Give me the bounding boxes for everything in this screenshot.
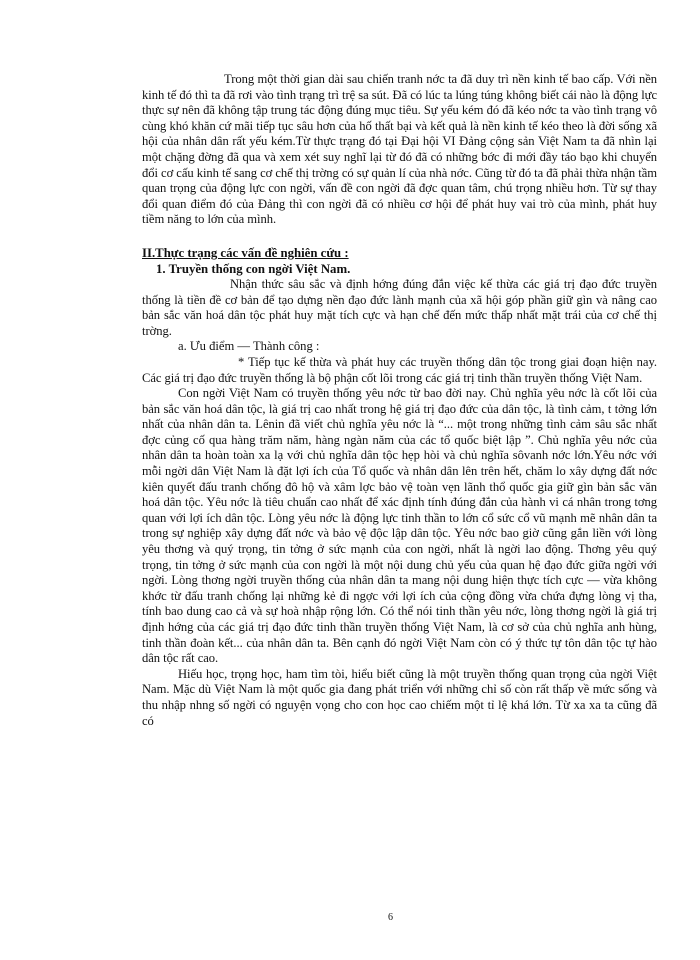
- document-page: [142, 72, 657, 729]
- page-number: 6: [388, 912, 393, 923]
- list-item-a: a. Ưu điểm — Thành công :: [178, 339, 320, 354]
- paragraph-tiep-tuc: * Tiếp tục kế thừa và phát huy các truyền thống dân tộc trong giai đoạn hiện nay. Các giá trị đạo đức truyền thống là bộ phận cốt lõi trong các giá trị tinh thần truyền thống Việt Nam.: [142, 354, 657, 385]
- paragraph-hieu-hoc: Hiếu học, trọng học, ham tìm tòi, hiểu biết cũng là một truyền thống quan trọng của ngời Việt Nam. Mặc dù Việt Nam là một quốc gia đang phát triển với những chỉ số còn rất thấp về mức sống và thu nhập nhng số ngời có nguyện vọng cho con học cao chiếm một tỉ lệ khá lớn. Từ xa xa ta cũng đã có: [142, 666, 657, 728]
- subsection-heading: 1. Truyền thống con ngời Việt Nam.: [156, 261, 351, 276]
- paragraph-nhan-thuc: Nhận thức sâu sắc và định hớng đúng đắn việc kế thừa các giá trị đạo đức truyền thống là tiền đề cơ bản để tạo dựng nền đạo đức lành mạnh của xã hội góp phần giữ gìn và nâng cao bản sắc văn hoá dân tộc phát huy mặt tích cực và hạn chế đến mức thấp nhất mặt trái của cơ chế thị trờng.: [142, 276, 657, 338]
- paragraph-yeu-nuoc: Con ngời Việt Nam có truyền thống yêu nớc từ bao đời nay. Chủ nghĩa yêu nớc là cốt lõi của bản sắc văn hoá dân tộc, là giá trị cao nhất trong hệ giá trị đạo đức của dân tộc, là tình cảm, t tởng lớn nhất của nhân dân ta. Lênin đã viết chủ nghĩa yêu nớc là “... một trong những tình cảm sâu sắc nhất đợc củng cố qua hàng trăm năm, hàng ngàn năm của các tổ quốc biệt lập ”. Chủ nghĩa yêu nớc của nhân dân ta hoàn toàn xa lạ với chủ nghĩa dân tộc hẹp hòi và chủ nghĩa sôvanh nớc lớn.Yêu nớc với mỗi ngời dân Việt Nam là đặt lợi ích của Tổ quốc và nhân dân lên trên hết, chăm lo xây dựng đất nớc kiên quyết đấu tranh chống đô hộ và xâm lợc bảo vệ toàn vẹn lãnh thổ quốc gia giữ gìn bản sắc văn hoá dân tộc. Yêu nớc là tiêu chuẩn cao nhất để xác định tính đúng đắn của hành vi cá nhân trong tơng quan với lợi ích dân tộc. Lòng yêu nớc là động lực tinh thần to lớn cổ sức cổ vũ mạnh mẽ nhân dân ta trong sự nghiệp xây dựng đất nớc và bảo vệ độc lập dân tộc. Yêu nớc bao giờ cũng gắn liền với lòng yêu thơng và quý trọng, tin tởng ở sức mạnh của con ngời, nhất là ngời lao động. Thơng yêu quý trọng, tin tởng ở sức mạnh của con ngời là một nội dung chủ yếu của quan hệ đạo đức giữa ngời với ngời. Lòng thơng ngời truyền thống của nhân dân ta mang nội dung hiện thực tích cực — vừa không khớc từ đấu tranh chống lại những kẻ đi ngợc với lợi ích của cộng đồng vừa chứa đựng lòng vị tha, tính bao dung cao cả và sự hoà nhập rộng lớn. Có thể nói tinh thần yêu nớc, lòng thơng ngời là giá trị định hớng của các giá trị đạo đức tinh thần truyền thống Việt Nam, là cơ sở của chủ nghĩa anh hùng, tinh thần đoàn kết... của nhân dân ta. Bên cạnh đó ngời Việt Nam còn có ý thức tự tôn dân tộc tự hào dân tộc rất cao.: [142, 386, 657, 666]
- paragraph-intro: Trong một thời gian dài sau chiến tranh nớc ta đã duy trì nền kinh tế bao cấp. Với nền kinh tế đó thì ta đã rơi vào tình trạng trì trệ sa sút. Đã có lúc ta lúng túng không biết cái nào là động lực thực sự nên đã không tập trung tác động đúng mục tiêu. Sự yếu kém đó đã kéo nớc ta vào tình trạng vô cùng khó khăn cứ mãi tiếp tục sâu hơn của hố thất bại và kết quả là nền kinh tế kéo theo là đời sống xã hội của nhân dân rất yếu kém.Từ thực trạng đó tại Đại hội VI Đảng cộng sản Việt Nam ta đã nhìn lại một chặng đờng đã qua và xem xét suy nghĩ lại từ đó đã có những bớc đi mới đầy táo bạo khi chuyển đổi cơ cấu kinh tế sang cơ chế thị trờng có sự quản lí của nhà nớc. Cũng từ đó ta đã phải thừa nhận tầm quan trọng của động lực con ngời, vấn đề con ngời đã đợc quan tâm, chú trọng nhiều hơn. Từ sự thay đổi quan điểm đó của Đảng thì con ngời đã có nhiều cơ hội để phát huy vai trò của mình, phát huy tiềm năng to lớn của mình.: [142, 72, 657, 227]
- section-heading: II.Thực trạng các vấn đề nghiên cứu :: [142, 245, 349, 260]
